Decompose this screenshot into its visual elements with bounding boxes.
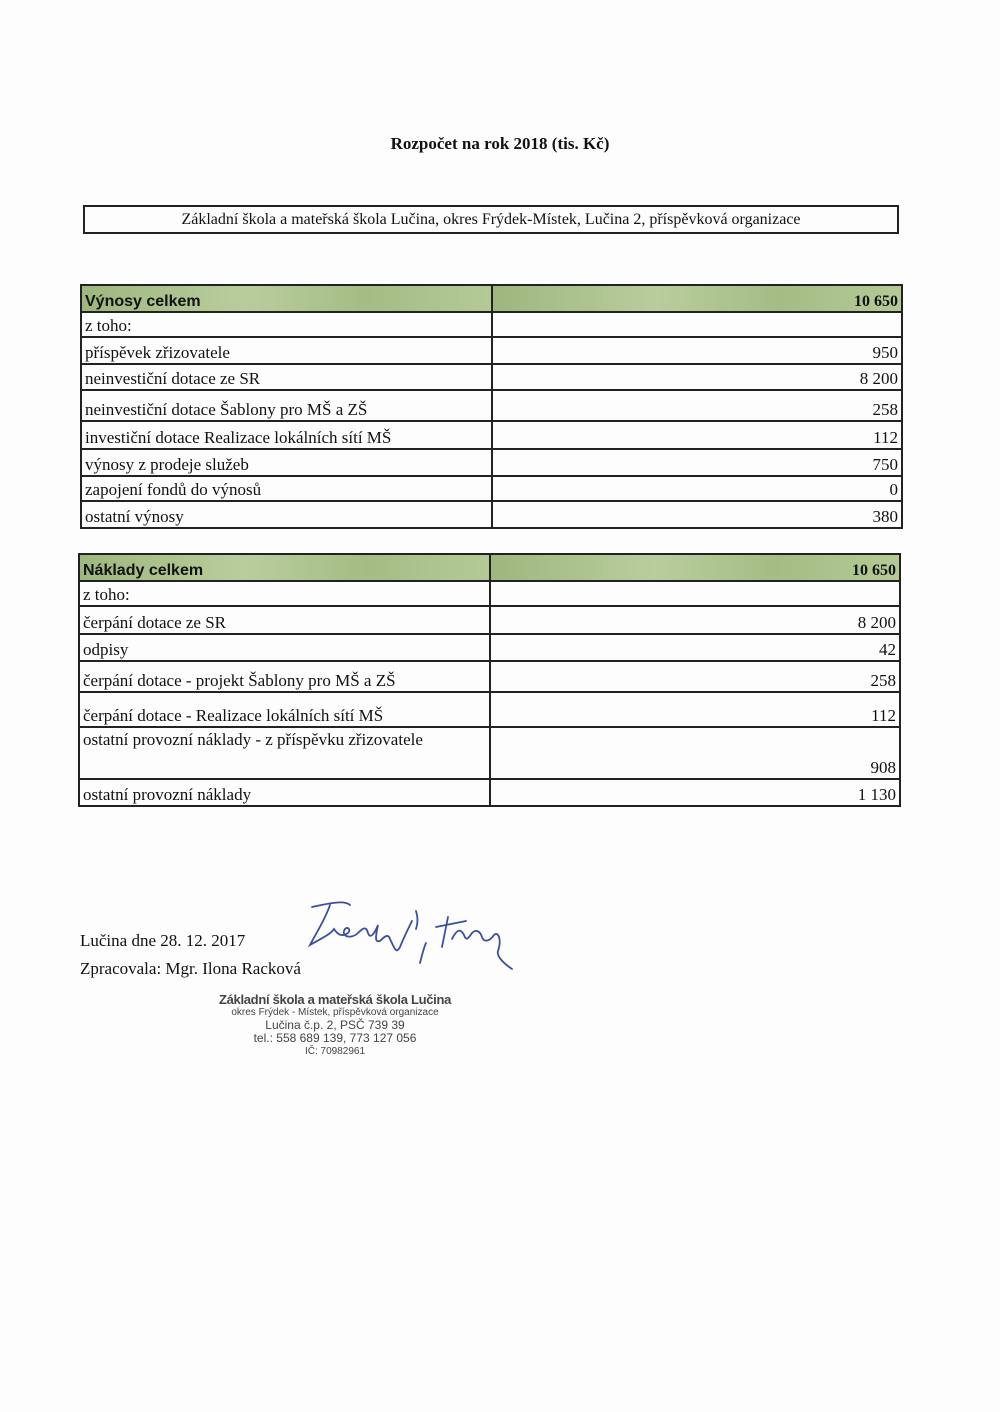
row-value: 112 xyxy=(490,692,900,727)
table-row xyxy=(79,606,900,634)
table-row xyxy=(79,661,900,692)
row-value: 1 130 xyxy=(490,779,900,806)
row-value: 0 xyxy=(492,476,902,501)
table-row xyxy=(81,501,902,528)
row-value: 8 200 xyxy=(490,606,900,634)
prepared-by: Zpracovala: Mgr. Ilona Racková xyxy=(80,959,301,978)
place-date: Lučina dne 28. 12. 2017 xyxy=(80,931,246,950)
organization-name: Základní škola a mateřská škola Lučina, okres Frýdek-Místek, Lučina 2, příspěvková organizace xyxy=(83,205,899,234)
revenues-header-row xyxy=(81,285,902,312)
row-label: čerpání dotace - projekt Šablony pro MŠ a ZŠ xyxy=(79,661,490,692)
row-label: investiční dotace Realizace lokálních sítí MŠ xyxy=(81,421,492,449)
row-label: ostatní provozní náklady xyxy=(79,779,490,806)
row-value: 908 xyxy=(490,727,900,779)
stamp-line: IČ: 70982961 xyxy=(304,1046,366,1057)
revenues-total-value: 10 650 xyxy=(492,285,902,312)
row-label: z toho: xyxy=(81,312,492,337)
row-value xyxy=(492,312,902,337)
table-row xyxy=(81,476,902,501)
costs-total-value: 10 650 xyxy=(490,554,900,581)
row-value: 380 xyxy=(492,501,902,528)
row-value: 42 xyxy=(490,634,900,661)
row-label: čerpání dotace - Realizace lokálních sítí MŠ xyxy=(79,692,490,727)
row-label: výnosy z prodeje služeb xyxy=(81,449,492,476)
costs-total-label: Náklady celkem xyxy=(79,554,490,581)
stamp-line: tel.: 558 689 139, 773 127 056 xyxy=(253,1031,417,1045)
row-value: 258 xyxy=(490,661,900,692)
row-label: ostatní výnosy xyxy=(81,501,492,528)
row-label: z toho: xyxy=(79,581,490,606)
row-label: ostatní provozní náklady - z příspěvku zřizovatele xyxy=(79,727,490,779)
official-stamp xyxy=(205,993,465,1058)
table-row xyxy=(79,581,900,606)
revenues-table xyxy=(80,284,903,529)
table-row xyxy=(81,312,902,337)
row-value: 750 xyxy=(492,449,902,476)
document-title: Rozpočet na rok 2018 (tis. Kč) xyxy=(390,134,610,153)
table-row xyxy=(81,421,902,449)
row-value: 950 xyxy=(492,337,902,364)
row-value: 112 xyxy=(492,421,902,449)
row-label: čerpání dotace ze SR xyxy=(79,606,490,634)
costs-table xyxy=(78,553,901,807)
row-value: 258 xyxy=(492,390,902,421)
stamp-line: okres Frýdek - Místek, příspěvková organizace xyxy=(231,1007,439,1018)
table-row xyxy=(81,449,902,476)
stamp-line: Lučina č.p. 2, PSČ 739 39 xyxy=(265,1018,405,1032)
row-label: neinvestiční dotace Šablony pro MŠ a ZŠ xyxy=(81,390,492,421)
revenues-total-label: Výnosy celkem xyxy=(81,285,492,312)
handwritten-signature xyxy=(300,895,530,980)
stamp-line: Základní škola a mateřská škola Lučina xyxy=(218,992,452,1007)
table-row xyxy=(81,337,902,364)
costs-header-row xyxy=(79,554,900,581)
row-value: 8 200 xyxy=(492,364,902,390)
table-row xyxy=(79,692,900,727)
row-label: příspěvek zřizovatele xyxy=(81,337,492,364)
row-label: neinvestiční dotace ze SR xyxy=(81,364,492,390)
table-row xyxy=(81,364,902,390)
row-label: odpisy xyxy=(79,634,490,661)
table-row xyxy=(81,390,902,421)
table-row xyxy=(79,634,900,661)
row-label: zapojení fondů do výnosů xyxy=(81,476,492,501)
table-row xyxy=(79,779,900,806)
row-value xyxy=(490,581,900,606)
table-row xyxy=(79,727,900,779)
